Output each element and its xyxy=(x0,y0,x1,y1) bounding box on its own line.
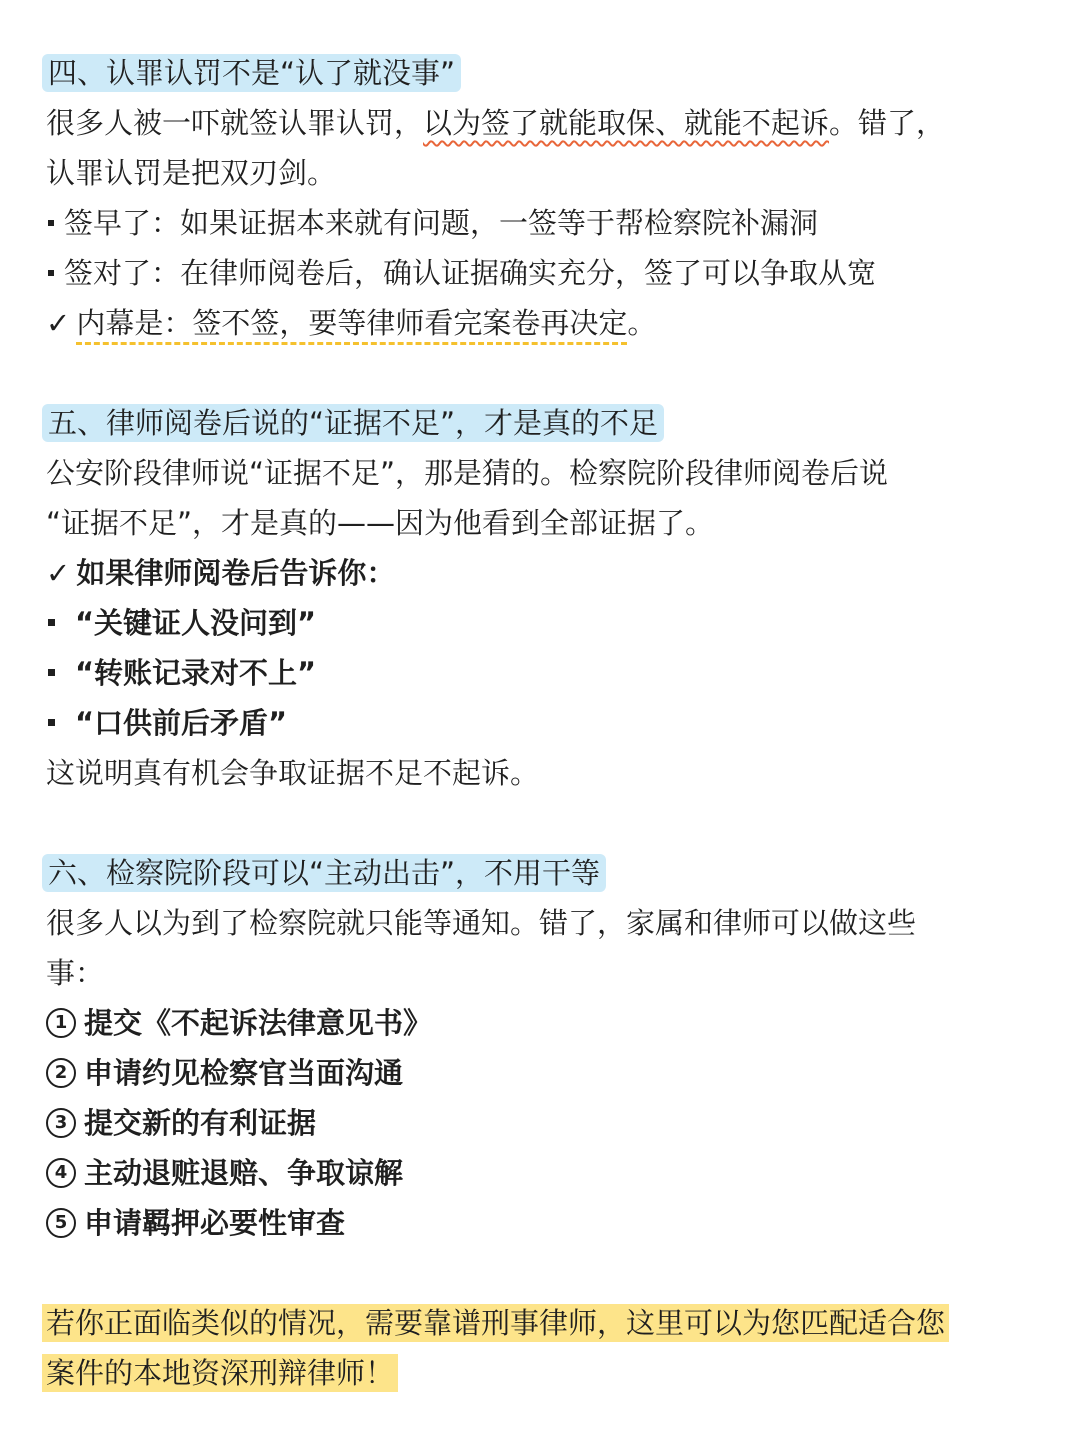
section6-paragraph-line1: 很多人以为到了检察院就只能等通知。错了，家属和律师可以做这些 xyxy=(46,906,917,940)
section5-item-1 xyxy=(46,598,1036,648)
section4-paragraph-line2: 认罪认罚是把双刃剑。 xyxy=(46,156,337,190)
section6-heading-row xyxy=(46,848,1036,898)
footer-text-2: 案件的本地资深刑辩律师！ xyxy=(42,1354,398,1392)
bullet-icon xyxy=(48,719,55,726)
section6-paragraph-line2: 事： xyxy=(46,956,105,990)
article xyxy=(46,48,1036,1398)
section5-heading-row xyxy=(46,398,1036,448)
spacer xyxy=(46,798,1036,848)
circled-number-icon: 4 xyxy=(46,1158,76,1188)
section6-item-text: 申请约见检察官当面沟通 xyxy=(84,1056,404,1090)
section5-item-2 xyxy=(46,648,1036,698)
section4-heading: 四、认罪认罚不是“认了就没事” xyxy=(42,54,461,92)
section6-item-text: 主动退赃退赔、争取谅解 xyxy=(84,1156,404,1190)
footer-line-2 xyxy=(46,1348,1036,1398)
checkmark-icon: ✓ xyxy=(46,306,71,340)
section5-paragraph-line2: “证据不足”，才是真的——因为他看到全部证据了。 xyxy=(46,506,715,540)
section4-paragraph-line1 xyxy=(46,98,1036,148)
section6-item-text: 提交新的有利证据 xyxy=(84,1106,317,1140)
section6-item-4 xyxy=(46,1148,1036,1198)
section5-item-text: “口供前后矛盾” xyxy=(75,706,288,740)
circled-number-icon: 2 xyxy=(46,1058,76,1088)
section6-item-text: 申请羁押必要性审查 xyxy=(84,1206,346,1240)
section5-paragraph-line1: 公安阶段律师说“证据不足”，那是猜的。检察院阶段律师阅卷后说 xyxy=(46,456,889,490)
section4-inside-row xyxy=(46,298,1036,348)
section4-inside-end: 。 xyxy=(627,306,657,340)
bullet-icon xyxy=(48,619,55,626)
circled-number-icon: 1 xyxy=(46,1008,76,1038)
section6-heading: 六、检察院阶段可以“主动出击”，不用干等 xyxy=(42,854,606,892)
section5-conclusion: 这说明真有机会争取证据不足不起诉。 xyxy=(46,756,540,790)
section4-text-b: 。错了， xyxy=(829,106,946,140)
section6-item-1 xyxy=(46,998,1036,1048)
bullet-icon xyxy=(48,220,54,226)
circled-number-icon: 5 xyxy=(46,1208,76,1238)
section4-heading-row xyxy=(46,48,1036,98)
section5-item-3 xyxy=(46,698,1036,748)
section6-item-5 xyxy=(46,1198,1036,1248)
bullet-icon xyxy=(48,669,55,676)
section6-item-3 xyxy=(46,1098,1036,1148)
section4-bullet-1-text: 签早了：如果证据本来就有问题，一签等于帮检察院补漏洞 xyxy=(64,206,819,240)
section5-check-text: 如果律师阅卷后告诉你： xyxy=(76,556,396,590)
section4-inside-text: 内幕是：签不签，要等律师看完案卷再决定 xyxy=(76,306,628,340)
section5-heading: 五、律师阅卷后说的“证据不足”，才是真的不足 xyxy=(42,404,664,442)
section4-bullet-2 xyxy=(46,248,1036,298)
footer-text-1: 若你正面临类似的情况，需要靠谱刑事律师，这里可以为您匹配适合您 xyxy=(42,1304,949,1342)
footer-line-1 xyxy=(46,1298,1036,1348)
section4-wavy-text: 以为签了就能取保、就能不起诉 xyxy=(423,106,830,140)
spacer xyxy=(46,1248,1036,1298)
section5-item-text: “转账记录对不上” xyxy=(75,656,317,690)
bullet-icon xyxy=(48,270,54,276)
section6-item-text: 提交《不起诉法律意见书》 xyxy=(84,1006,433,1040)
section6-item-2 xyxy=(46,1048,1036,1098)
checkmark-icon: ✓ xyxy=(46,556,71,590)
section4-bullet-2-text: 签对了：在律师阅卷后，确认证据确实充分，签了可以争取从宽 xyxy=(64,256,877,290)
section4-text-a: 很多人被一吓就签认罪认罚， xyxy=(46,106,424,140)
section4-bullet-1 xyxy=(46,198,1036,248)
spacer xyxy=(46,348,1036,398)
section5-item-text: “关键证人没问到” xyxy=(75,606,317,640)
circled-number-icon: 3 xyxy=(46,1108,76,1138)
section5-check-row xyxy=(46,548,1036,598)
